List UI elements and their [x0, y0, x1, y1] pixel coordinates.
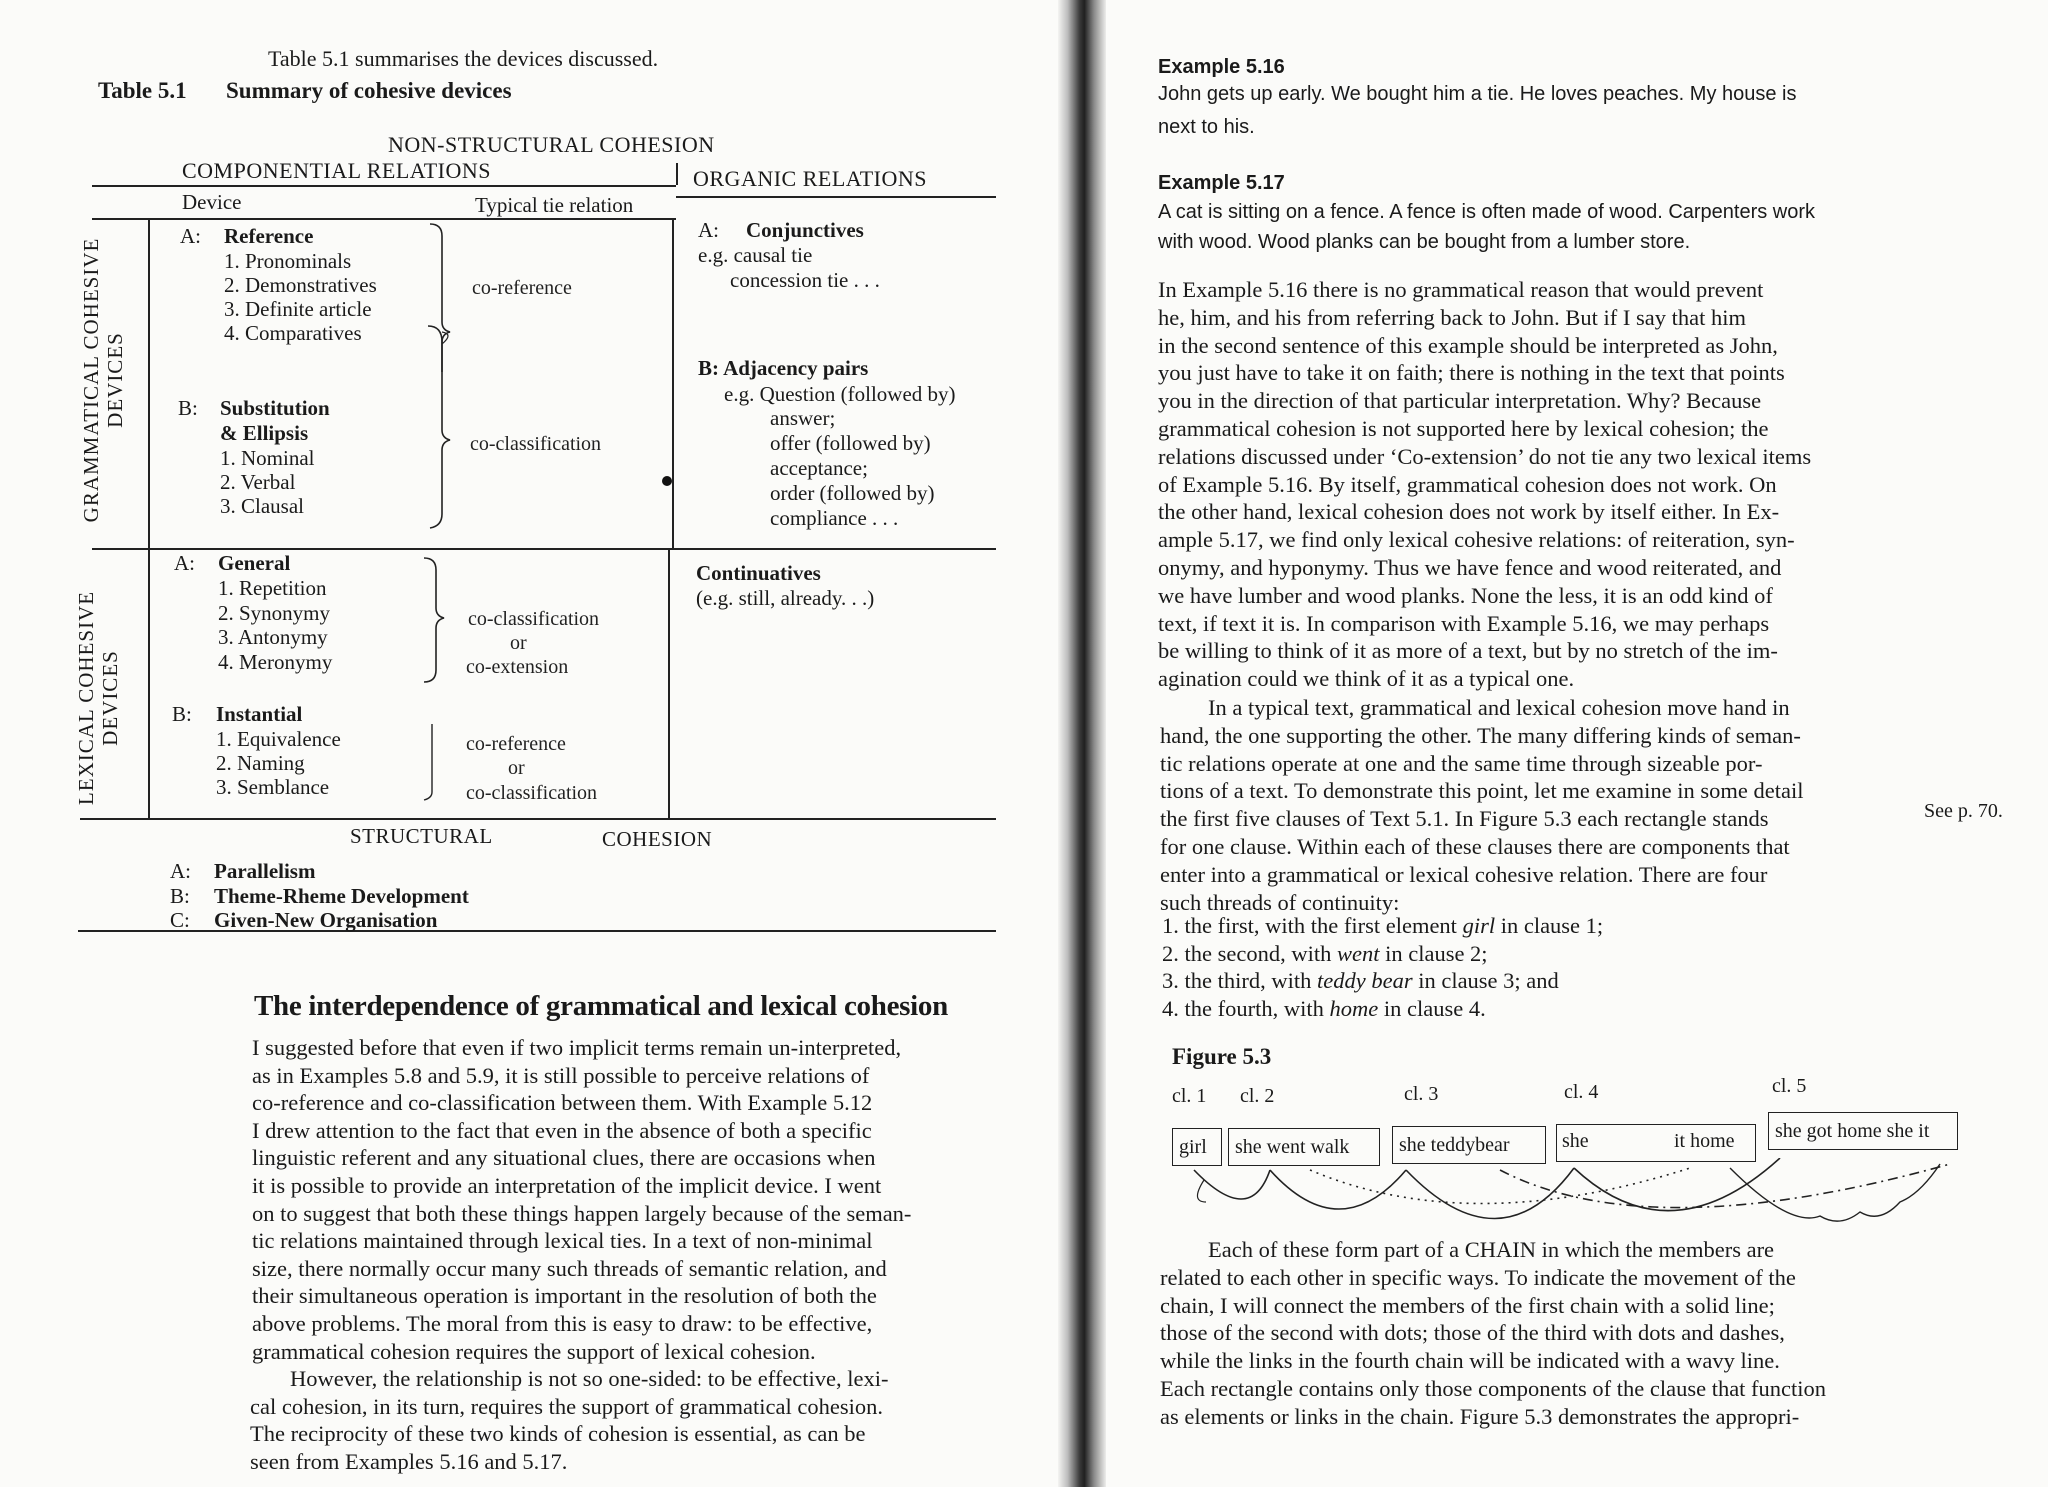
lex-b-item-3: 3. Semblance: [216, 775, 330, 799]
lex-a-item-2: 2. Synonymy: [218, 601, 331, 625]
fig-label-cl5: cl. 5: [1772, 1075, 1807, 1097]
lex-a-item-3: 3. Antonymy: [218, 625, 328, 649]
org-b-line-6: compliance . . .: [770, 506, 899, 530]
list-item: 1. the first, with the first element girl in clause 1;: [1162, 913, 1604, 938]
paragraph-line: it is possible to provide an interpretation of the implicit device. I went: [252, 1173, 882, 1198]
fig-box-clause-5: she got home she it: [1768, 1112, 1958, 1150]
cont-line: (e.g. still, already. . .): [696, 586, 875, 610]
paragraph-line: hand, the one supporting the other. The many differing kinds of seman-: [1160, 722, 1801, 748]
table-rule-mid-lower: [668, 548, 670, 818]
gram-b-title-2: & Ellipsis: [220, 421, 309, 445]
paragraph-line: Each of these form part of a CHAIN in which the members are: [1208, 1237, 1775, 1262]
table-rule-bottom: [80, 818, 996, 820]
paragraph-line: above problems. The moral from this is easy to draw: to be effective,: [252, 1311, 873, 1336]
paragraph-line: In a typical text, grammatical and lexical cohesion move hand in: [1208, 695, 1790, 720]
gram-a-tie: co-reference: [472, 277, 572, 299]
fig-label-cl2: cl. 2: [1240, 1085, 1275, 1107]
struct-c-letter: C:: [170, 908, 190, 932]
lex-b-tie-1: co-reference: [466, 733, 566, 755]
lex-a-tie-3: co-extension: [466, 656, 569, 678]
paragraph-line: text, if text it is. In comparison with Example 5.16, we may perhaps: [1158, 610, 1770, 636]
example-517-line-2: with wood. Wood planks can be bought from a lumber store.: [1158, 231, 1691, 253]
example-517-title: Example 5.17: [1158, 172, 1285, 194]
paragraph-line: co-reference and co-classification between them. With Example 5.12: [252, 1090, 873, 1116]
lex-a-item-4: 4. Meronymy: [218, 650, 333, 674]
paragraph-line: you in the direction of that particular interpretation. Why? Because: [1158, 388, 1762, 414]
fig-label-cl3: cl. 3: [1404, 1083, 1439, 1105]
book-spine: [1058, 0, 1106, 1487]
paragraph-line: grammatical cohesion is not supported here by lexical cohesion; the: [1158, 416, 1769, 441]
lex-b-letter: B:: [172, 702, 192, 726]
table-rule-middle: [92, 548, 996, 550]
bullet-dot: [662, 476, 672, 486]
paragraph-line: I drew attention to the fact that even in the absence of both a specific: [252, 1117, 872, 1143]
org-a-letter: A:: [698, 218, 719, 242]
org-b-line-4: acceptance;: [770, 456, 868, 480]
struct-a-label: Parallelism: [214, 859, 316, 883]
paragraph-line: related to each other in specific ways. To indicate the movement of the: [1160, 1264, 1796, 1290]
paragraph-line: agination could we think of it as a typical one.: [1158, 666, 1575, 692]
lex-a-tie-2: or: [510, 632, 527, 654]
paragraph-line: while the links in the fourth chain will be indicated with a wavy line.: [1160, 1348, 1780, 1374]
gram-a-item-2: 2. Demonstratives: [224, 273, 377, 297]
paragraph-line: ample 5.17, we find only lexical cohesive relations: of reiteration, syn-: [1158, 527, 1795, 553]
table-rule-side: [148, 218, 150, 818]
grammatical-braces: [420, 222, 480, 532]
paragraph-line: be willing to think of it as more of a text, but by no stretch of the im-: [1158, 638, 1778, 664]
structural-label: STRUCTURAL: [350, 824, 493, 848]
table-rule-organic: [676, 196, 996, 198]
paragraph-line: such threads of continuity:: [1160, 889, 1400, 915]
lex-b-tie-2: or: [508, 757, 525, 779]
paragraph-line: as elements or links in the chain. Figure 5.3 demonstrates the appropri-: [1160, 1403, 1800, 1429]
cont-title: Continuatives: [696, 561, 821, 585]
lex-a-tie-1: co-classification: [468, 608, 600, 630]
paragraph-line: tic relations operate at one and the same time through sizeable por-: [1160, 750, 1763, 776]
paragraph-line: their simultaneous operation is important in the resolution of both the: [252, 1283, 877, 1309]
paragraph-line: cal cohesion, in its turn, requires the support of grammatical cohesion.: [250, 1393, 883, 1419]
gram-b-letter: B:: [178, 396, 198, 420]
paragraph-line: onymy, and hyponymy. Thus we have fence and wood reiterated, and: [1158, 555, 1782, 580]
paragraph-line: you just have to take it on faith; there is nothing in the text that points: [1158, 360, 1785, 386]
paragraph-line: of Example 5.16. By itself, grammatical cohesion does not work. On: [1158, 471, 1777, 497]
gram-b-item-3: 3. Clausal: [220, 494, 304, 518]
org-a-line-2: concession tie . . .: [730, 268, 880, 292]
gram-a-letter: A:: [180, 224, 201, 248]
org-b-line-2: answer;: [770, 406, 836, 430]
struct-a-letter: A:: [170, 859, 191, 883]
paragraph-line: as in Examples 5.8 and 5.9, it is still possible to perceive relations of: [252, 1062, 870, 1088]
gram-a-item-4: 4. Comparatives: [224, 321, 362, 345]
table-rule-colhead: [92, 218, 676, 220]
paragraph-line: those of the second with dots; those of the third with dots and dashes,: [1160, 1320, 1785, 1346]
gram-a-title: Reference: [224, 224, 314, 248]
paragraph-line: the other hand, lexical cohesion does not work by itself either. In Ex-: [1158, 499, 1780, 525]
table-rule-head-divider: [676, 163, 678, 185]
head-nonstructural: NON-STRUCTURAL COHESION: [388, 132, 715, 157]
paragraph-line: for one clause. Within each of these clauses there are components that: [1160, 834, 1790, 859]
fig-label-cl1: cl. 1: [1172, 1085, 1207, 1107]
fig-box-it-home: it home: [1674, 1130, 1735, 1152]
head-organic: ORGANIC RELATIONS: [693, 166, 927, 191]
paragraph-line: on to suggest that both these things happen largely because of the seman-: [252, 1200, 912, 1226]
col-tie: Typical tie relation: [475, 193, 634, 217]
example-516-line-1: John gets up early. We bought him a tie. He loves peaches. My house is: [1158, 83, 1797, 105]
table-rule-mid-upper: [672, 218, 674, 548]
org-a-title: Conjunctives: [746, 218, 864, 242]
lex-b-item-1: 1. Equivalence: [216, 727, 341, 751]
paragraph-line: enter into a grammatical or lexical cohesive relation. There are four: [1160, 861, 1768, 887]
paragraph-line: tic relations maintained through lexical ties. In a text of non-minimal: [252, 1228, 873, 1254]
table-intro: Table 5.1 summarises the devices discussed.: [268, 46, 659, 71]
side-label-lexical: LEXICAL COHESIVE DEVICES: [74, 590, 122, 806]
fig-box-girl: girl: [1172, 1128, 1222, 1166]
table-rule-top: [92, 185, 676, 187]
lexical-braces: [418, 556, 458, 806]
table-number: Table 5.1: [98, 78, 187, 103]
cohesion-label: COHESION: [602, 827, 713, 851]
table-title: Summary of cohesive devices: [226, 78, 512, 103]
lex-b-item-2: 2. Naming: [216, 751, 305, 775]
lex-a-letter: A:: [174, 551, 195, 575]
paragraph-line: linguistic referent and any situational clues, there are occasions when: [252, 1145, 876, 1171]
lex-a-title: General: [218, 551, 291, 575]
gram-b-title-1: Substitution: [220, 396, 330, 420]
head-componential: COMPONENTIAL RELATIONS: [182, 158, 492, 183]
org-b-line-5: order (followed by): [770, 481, 935, 505]
lex-b-title: Instantial: [216, 702, 303, 726]
list-item: 3. the third, with teddy bear in clause 3; and: [1162, 968, 1559, 994]
paragraph-line: the first five clauses of Text 5.1. In Figure 5.3 each rectangle stands: [1160, 806, 1769, 832]
paragraph-line: However, the relationship is not so one-sided: to be effective, lexi-: [290, 1366, 889, 1391]
paragraph-line: in the second sentence of this example should be interpreted as John,: [1158, 332, 1778, 358]
paragraph-line: seen from Examples 5.16 and 5.17.: [250, 1448, 568, 1474]
struct-b-label: Theme-Rheme Development: [214, 884, 469, 908]
margin-note: See p. 70.: [1924, 800, 2003, 822]
paragraph-line: tions of a text. To demonstrate this point, let me examine in some detail: [1160, 778, 1804, 804]
paragraph-line: we have lumber and wood planks. None the less, it is an odd kind of: [1158, 582, 1773, 608]
figure-title: Figure 5.3: [1172, 1044, 1272, 1069]
lex-a-item-1: 1. Repetition: [218, 576, 327, 600]
org-b-line-1: e.g. Question (followed by): [724, 382, 956, 406]
example-517-line-1: A cat is sitting on a fence. A fence is often made of wood. Carpenters work: [1158, 201, 1816, 223]
col-device: Device: [182, 190, 242, 214]
org-b-line-3: offer (followed by): [770, 431, 931, 455]
gram-a-item-3: 3. Definite article: [224, 297, 372, 321]
paragraph-line: In Example 5.16 there is no grammatical reason that would prevent: [1158, 277, 1764, 302]
lex-b-tie-3: co-classification: [466, 782, 598, 804]
paragraph-line: I suggested before that even if two implicit terms remain un-interpreted,: [252, 1035, 902, 1060]
paragraph-line: size, there normally occur many such threads of semantic relation, and: [252, 1255, 887, 1281]
fig-box-went-walk: she went walk: [1228, 1128, 1380, 1166]
gram-b-item-1: 1. Nominal: [220, 446, 315, 470]
struct-c-label: Given-New Organisation: [214, 908, 438, 932]
gram-b-item-2: 2. Verbal: [220, 470, 296, 494]
paragraph-line: chain, I will connect the members of the first chain with a solid line;: [1160, 1292, 1775, 1318]
side-label-grammatical: GRAMMATICAL COHESIVE DEVICES: [79, 237, 127, 523]
example-516-line-2: next to his.: [1158, 116, 1255, 138]
gram-b-tie: co-classification: [470, 433, 602, 455]
list-item: 4. the fourth, with home in clause 4.: [1162, 995, 1486, 1021]
paragraph-line: The reciprocity of these two kinds of cohesion is essential, as can be: [250, 1421, 866, 1447]
paragraph-line: relations discussed under ‘Co-extension’ do not tie any two lexical items: [1158, 443, 1812, 469]
org-a-line-1: e.g. causal tie: [698, 243, 813, 267]
gram-a-item-1: 1. Pronominals: [224, 249, 352, 273]
fig-box-teddybear: she teddybear: [1392, 1126, 1546, 1164]
paragraph-line: grammatical cohesion requires the support of lexical cohesion.: [252, 1338, 816, 1364]
fig-label-cl4: cl. 4: [1564, 1081, 1599, 1103]
paragraph-line: he, him, and his from referring back to John. But if I say that him: [1158, 304, 1746, 330]
example-516-title: Example 5.16: [1158, 56, 1285, 78]
list-item: 2. the second, with went in clause 2;: [1162, 940, 1488, 966]
org-b-title: B: Adjacency pairs: [698, 356, 869, 380]
section-heading: The interdependence of grammatical and lexical cohesion: [254, 990, 948, 1022]
struct-b-letter: B:: [170, 884, 190, 908]
paragraph-line: Each rectangle contains only those components of the clause that function: [1160, 1376, 1827, 1401]
fig-box-she: she: [1562, 1130, 1589, 1152]
